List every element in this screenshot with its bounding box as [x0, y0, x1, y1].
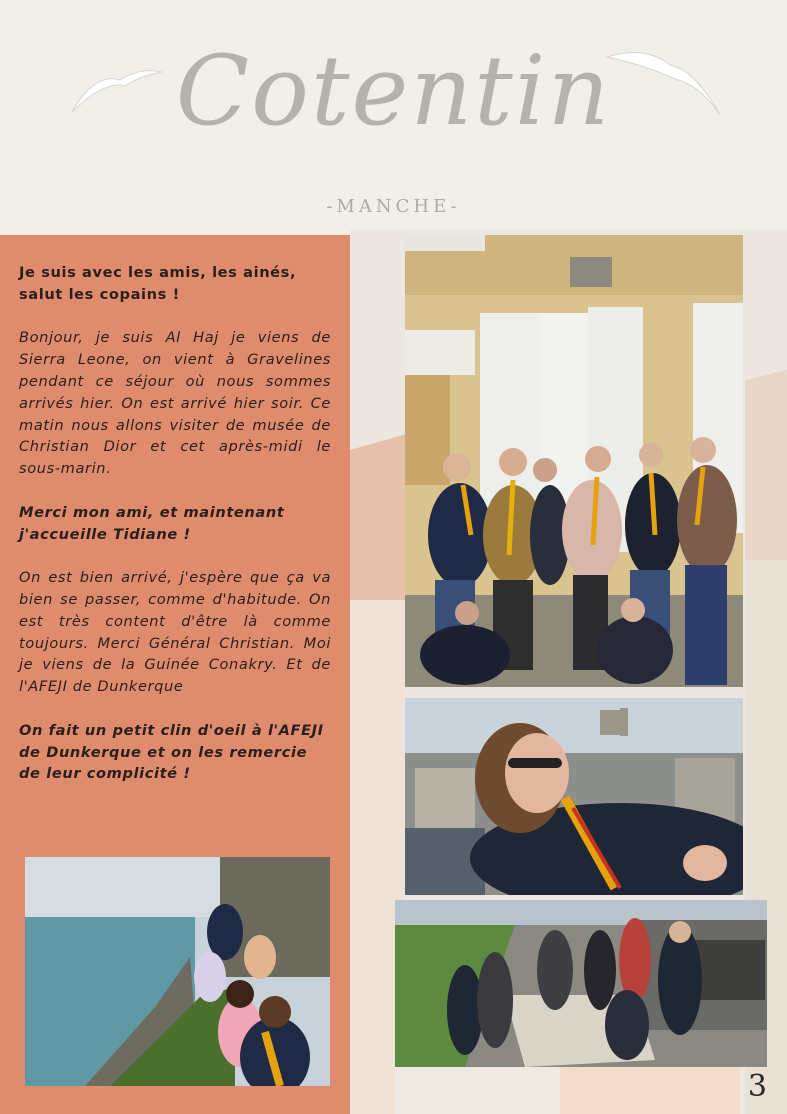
article-paragraph-2: Bonjour, je suis Al Haj je viens de Sierra Leone, on vient à Gravelines pendant ce séjour où nous sommes arrivés hier. On est arrivé hier soir. Ce matin nous allons visiter de musée de Christian Dior et cet après-midi le sous-marin. [19, 329, 331, 478]
photo-group-building [405, 235, 743, 687]
page-subtitle: -MANCHE- [326, 196, 461, 217]
photo-woman-town [405, 698, 743, 895]
page-number: 3 [747, 1069, 767, 1104]
article-paragraph-1: Je suis avec les amis, les ainés, salut les copains ! [19, 264, 297, 303]
photo-group-viewpoint [395, 900, 767, 1067]
article-text [19, 262, 331, 807]
page-title: Cotentin [175, 35, 612, 147]
photo-coast-children [25, 857, 330, 1086]
article-paragraph-3: Merci mon ami, et maintenant j'accueille Tidiane ! [19, 503, 285, 543]
article-paragraph-5: On fait un petit clin d'oeil à l'AFEJI de Dunkerque et on les remercie de leur complicité ! [19, 721, 324, 783]
article-paragraph-4: On est bien arrivé, j'espère que ça va bien se passer, comme d'habitude. On est très content d'être là comme toujours. Merci Général Christian. Moi je viens de la Guinée Conakry. Et de l'AFEJI de Dunkerque [19, 569, 331, 696]
